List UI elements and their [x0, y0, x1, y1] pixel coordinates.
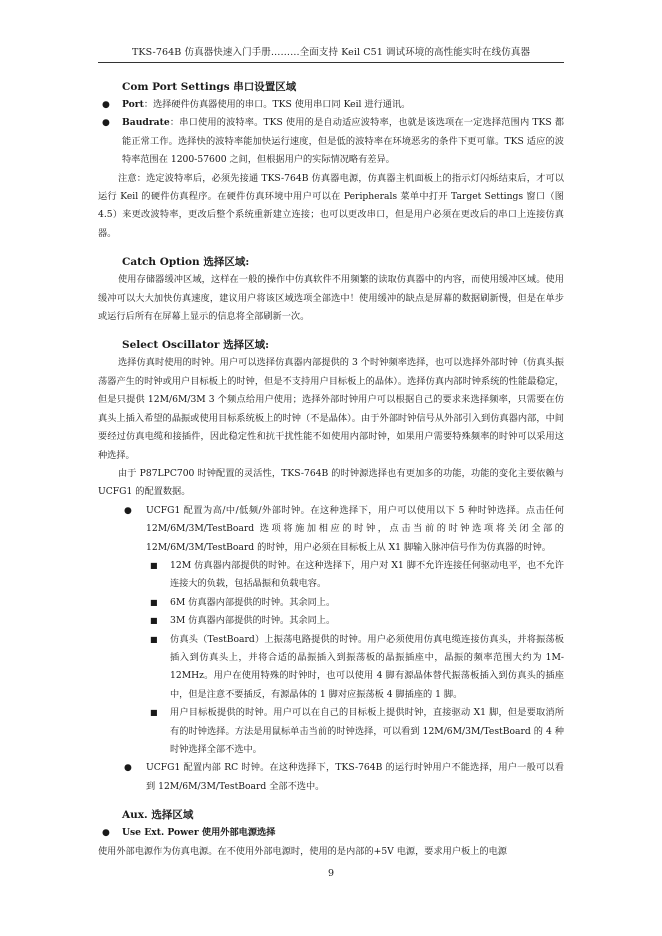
ucfg1-bullet [98, 502, 564, 557]
list-item-text: 仿真头（TestBoard）上振荡电路提供的时钟。用户必须使用仿真电缆连接仿真头，并将振荡板插入到仿真头上，并将合适的晶振插入到振荡板的晶振插座中，晶振的频率范围大约为 1M-12MHz。用户在使用特殊的时钟时，也可以使用 4 脚有源晶体替代振荡板插入到仿真头的插座中，但是注意不要插反，有源晶体的 1 脚对应振荡板 4 脚插座的 1 脚。 [170, 633, 564, 700]
list-item-text: 6M 仿真器内部提供的时钟。其余同上。 [170, 596, 336, 608]
oscillator-heading: Select Oscillator 选择区域: [122, 339, 269, 352]
bullet-dot-icon: ● [102, 100, 110, 110]
list-item [98, 594, 564, 612]
square-bullet-icon: ■ [150, 708, 158, 718]
rc-clock-bullet [98, 759, 564, 796]
list-item [98, 704, 564, 759]
running-header: TKS-764B 仿真器快速入门手册………全面支持 Keil C51 调试环境的高性能实时在线仿真器 [131, 47, 531, 58]
ext-power-bullet [98, 824, 564, 842]
ext-power-text: 使用外部电源作为仿真电源。在不使用外部电源时，使用的是内部的+5V 电源，要求用户板上的电源 [98, 845, 507, 857]
page-body [98, 78, 564, 861]
page-number: 9 [327, 868, 335, 879]
list-item-text: 12M 仿真器内部提供的时钟。在这种选择下，用户对 X1 脚不允许连接任何驱动电平，也不允许连接大的负载，包括晶振和负载电容。 [170, 559, 564, 590]
baudrate-text: ：串口使用的波特率。TKS 使用的是自动适应波特率，也就是该选项在一定选择范围内 TKS 都能正常工作。选择快的波特率能加快运行速度，但是低的波特率在环境恶劣的条件下更可靠。TKS 适应的波特率范围在 1200-57600 之间，但根据用户的实际情况略有差异。 [122, 117, 564, 166]
com-port-note: 注意：选定波特率后，必须先接通 TKS-764B 仿真器电源，仿真器主机面板上的指示灯闪烁结束后，才可以运行 Keil 的硬件仿真程序。在硬件仿真环境中用户可以在 Peripherals 菜单中打开 Target Settings 窗口（图 4.5）来更改波特率，更改后整个系统重新建立连接；也可以更改串口，但是用户必须在更改后的串口上连接仿真器。 [98, 172, 564, 239]
bullet-dot-icon: ● [102, 118, 110, 129]
oscillator-para-2: 由于 P87LPC700 时钟配置的灵活性，TKS-764B 的时钟源选择也有更加多的功能，功能的变化主要依赖与 UCFG1 的配置数据。 [98, 467, 564, 498]
port-bullet [98, 96, 564, 114]
rc-clock-text: UCFG1 配置内部 RC 时钟。在这种选择下，TKS-764B 的运行时钟用户不能选择，用户一般可以看到 12M/6M/3M/TestBoard 全部不选中。 [146, 762, 564, 792]
catch-option-body: 使用存储器缓冲区域，这样在一般的操作中仿真软件不用频繁的读取仿真器中的内容，而使用缓冲区域。使用缓冲可以大大加快仿真速度，建议用户将该区域选项全部选中！使用缓冲的缺点是屏幕的数据刷新慢，但是在单步或运行后所有在屏幕上显示的信息将全部刷新一次。 [98, 274, 564, 323]
bullet-dot-icon: ● [102, 828, 110, 839]
square-bullet-icon: ■ [150, 634, 158, 644]
square-bullet-icon: ■ [150, 616, 158, 626]
ucfg1-text: UCFG1 配置为高/中/低频/外部时钟。在这种选择下，用户可以使用以下 5 种时钟选择。点击任何 12M/6M/3M/TestBoard 选项将施加相应的时钟，点击当前的时钟选项将关闭全部的 12M/6M/3M/TestBoard 的时钟，用户必须在目标板上从 X1 脚输入脉冲信号作为仿真器的时钟。 [146, 504, 564, 553]
list-item-text: 3M 仿真器内部提供的时钟。其余同上。 [170, 615, 336, 627]
square-bullet-icon: ■ [150, 560, 158, 570]
list-item [98, 557, 564, 594]
bullet-dot-icon: ● [124, 763, 132, 774]
bullet-dot-icon: ● [124, 505, 132, 516]
ext-power-label: Use Ext. Power 使用外部电源选择 [122, 827, 276, 839]
baudrate-bullet [98, 114, 564, 169]
square-bullet-icon: ■ [150, 597, 158, 607]
header-divider [98, 62, 564, 63]
oscillator-para-1: 选择仿真时使用的时钟。用户可以选择仿真器内部提供的 3 个时钟频率选择，也可以选择外部时钟（仿真头振荡器产生的时钟或用户目标板上的时钟，但是不支持用户目标板上的晶体）。选择仿真内部时钟系统的性能最稳定，但是只提供 12M/6M/3M 3 个频点给用户使用；选择外部时钟用户可以根据自己的要求来选择频率，只需要在仿真头上插入希望的晶振或使用目标系统板上的时钟（不是晶体）。由于外部时钟信号从外部引入到仿真器内部，中间要经过仿真电缆和接插件，因此稳定性和抗干扰性能不如使用内部时钟，如果用户需要特殊频率的时钟可以采用这种选择。 [98, 357, 564, 461]
catch-option-heading: Catch Option 选择区域: [122, 256, 250, 269]
port-text: ：选择硬件仿真器使用的串口。TKS 使用串口同 Keil 进行通讯。 [143, 99, 411, 110]
list-item-text: 用户目标板提供的时钟。用户可以在自己的目标板上提供时钟，直接驱动 X1 脚，但是要取消所有的时钟选择。方法是用鼠标单击当前的时钟选择，可以看到 12M/6M/3M/TestBoard 的 4 种时钟选择全部不选中。 [170, 707, 564, 755]
list-item [98, 612, 564, 630]
aux-heading: Aux. 选择区域 [122, 809, 194, 822]
com-port-heading: Com Port Settings 串口设置区域 [122, 81, 297, 93]
port-label: Port [122, 99, 144, 110]
baudrate-label: Baudrate [122, 117, 170, 129]
list-item [98, 631, 564, 705]
